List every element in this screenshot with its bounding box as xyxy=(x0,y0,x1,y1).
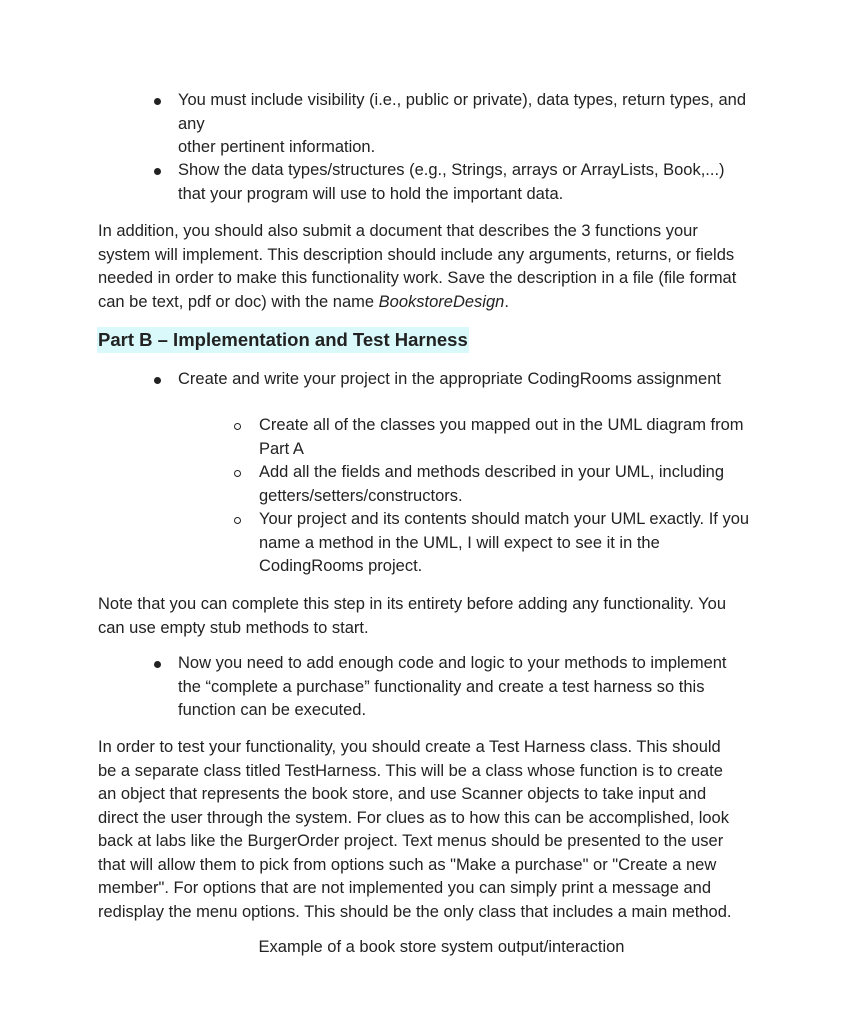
line: getters/setters/constructors. xyxy=(259,486,463,505)
part-b-heading: Part B – Implementation and Test Harness xyxy=(97,327,469,353)
line: Note that you can complete this step in its entirety before adding any functionality. You xyxy=(98,595,726,613)
line: system will implement. This description should include any arguments, returns, or fields xyxy=(98,245,735,264)
period: . xyxy=(504,292,509,311)
line: Part A xyxy=(259,439,304,458)
filename: BookstoreDesign xyxy=(378,292,505,311)
line: can use empty stub methods to start. xyxy=(98,618,369,637)
line: In addition, you should also submit a document that describes the 3 functions your xyxy=(98,222,698,240)
line: be a separate class titled TestHarness. This will be a class whose function is to create xyxy=(98,761,723,780)
example-caption: Example of a book store system output/interaction xyxy=(258,938,625,956)
line: Your project and its contents should match your UML exactly. If you xyxy=(259,510,750,528)
part-b-bullet-1: Create and write your project in the appropriate CodingRooms assignment xyxy=(178,370,721,388)
line: any xyxy=(178,114,205,133)
line: redisplay the menu options. This should be the only class that includes a main method. xyxy=(98,902,732,921)
line: member". For options that are not implemented you can simply print a message and xyxy=(98,879,711,897)
bullet-dot xyxy=(154,98,161,105)
line: function can be executed. xyxy=(178,701,367,719)
line: CodingRooms project. xyxy=(259,557,423,575)
part-a-bullet-2 xyxy=(178,159,818,206)
line: an object that represents the book store, and use Scanner objects to take input and xyxy=(98,785,707,803)
addition-paragraph xyxy=(98,220,798,314)
line: can be text, pdf or doc) with the name xyxy=(98,292,379,311)
line: Now you need to add enough code and logic to your methods to implement xyxy=(178,654,727,672)
bullet-dot xyxy=(154,661,161,668)
sub-bullet-2 xyxy=(259,461,819,508)
line: Add all the fields and methods described in your UML, including xyxy=(259,463,725,481)
line: In order to test your functionality, you should create a Test Harness class. This should xyxy=(98,738,721,756)
part-b-bullet-2 xyxy=(178,652,798,723)
sub-bullet-ring xyxy=(234,470,241,477)
line: back at labs like the BurgerOrder project. Text menus should be presented to the user xyxy=(98,832,724,850)
line: that will allow them to pick from options such as "Make a purchase" or "Create a new xyxy=(98,855,717,874)
sub-bullet-ring xyxy=(234,517,241,524)
line: Show the data types/structures (e.g., Strings, arrays or ArrayLists, Book,...) xyxy=(178,161,725,179)
sub-bullet-3 xyxy=(259,508,819,579)
sub-bullet-ring xyxy=(234,423,241,430)
line: the “complete a purchase” functionality and create a test harness so this xyxy=(178,677,705,696)
line: direct the user through the system. For clues as to how this can be accomplished, look xyxy=(98,808,729,827)
note-paragraph xyxy=(98,593,798,640)
part-a-bullet-1 xyxy=(178,89,818,160)
line: other pertinent information. xyxy=(178,138,376,156)
sub-bullet-1 xyxy=(259,414,819,461)
bullet-dot xyxy=(154,377,161,384)
bullet-dot xyxy=(154,168,161,175)
line: that your program will use to hold the important data. xyxy=(178,184,564,203)
line: You must include visibility (i.e., public or private), data types, return types, and xyxy=(178,91,747,109)
line: name a method in the UML, I will expect to see it in the xyxy=(259,533,660,552)
test-harness-paragraph xyxy=(98,736,798,924)
line: needed in order to make this functionality work. Save the description in a file (file format xyxy=(98,269,737,287)
line: Create all of the classes you mapped out in the UML diagram from xyxy=(259,416,744,434)
